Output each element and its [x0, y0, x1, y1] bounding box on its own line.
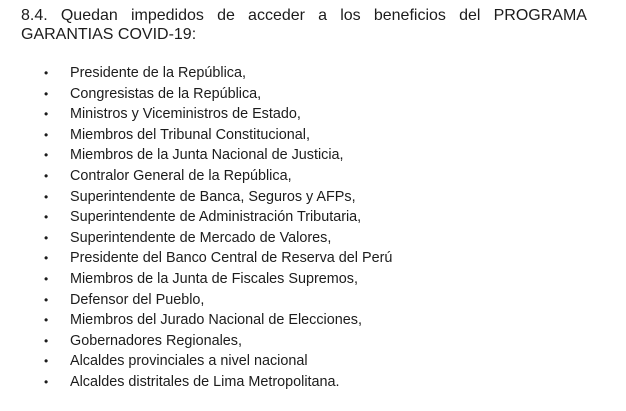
list-item-label: Miembros de la Junta de Fiscales Supremos,	[70, 270, 358, 287]
section-heading-line-1	[21, 6, 587, 25]
heading-word: PROGRAMA	[493, 7, 587, 24]
bullet-icon: •	[44, 333, 49, 348]
heading-word: del	[459, 7, 481, 24]
bullet-icon: •	[44, 292, 49, 307]
section-heading-line-2: GARANTIAS COVID-19:	[21, 26, 197, 43]
section-heading	[21, 6, 587, 44]
heading-word: acceder	[248, 7, 305, 24]
list-item-label: Ministros y Viceministros de Estado,	[70, 106, 301, 123]
heading-word: impedidos	[130, 7, 204, 24]
bullet-icon: •	[44, 189, 49, 204]
bullet-icon: •	[44, 107, 49, 122]
list-item-label: Miembros del Tribunal Constitucional,	[70, 126, 310, 143]
heading-word: Quedan	[60, 7, 118, 24]
list-item-label: Defensor del Pueblo,	[70, 291, 205, 308]
list-item-label: Superintendente de Mercado de Valores,	[70, 229, 332, 246]
list-item-label: Contralor General de la República,	[70, 167, 292, 184]
heading-word: los	[340, 7, 361, 24]
bullet-icon: •	[44, 271, 49, 286]
bullet-icon: •	[44, 313, 49, 328]
list-item-label: Presidente de la República,	[70, 65, 246, 81]
heading-word: a	[318, 7, 328, 24]
bullet-icon: •	[44, 148, 49, 163]
heading-word: de	[217, 7, 235, 24]
heading-word: 8.4.	[21, 7, 48, 24]
list-item-label: Alcaldes distritales de Lima Metropolitana.	[70, 373, 340, 390]
bullet-icon: •	[44, 374, 49, 389]
list-item-label: Presidente del Banco Central de Reserva del Perú	[70, 250, 393, 267]
list-item-label: Superintendente de Administración Tributaria,	[70, 209, 362, 226]
bullet-icon: •	[44, 230, 49, 245]
bullet-icon: •	[44, 354, 49, 369]
bullet-icon: •	[44, 86, 49, 101]
list-item-label: Congresistas de la República,	[70, 85, 262, 102]
bullet-icon: •	[44, 66, 49, 80]
list-item-label: Gobernadores Regionales,	[70, 332, 242, 349]
list-item-label: Superintendente de Banca, Seguros y AFPs,	[70, 188, 356, 205]
list-item-label: Alcaldes provinciales a nivel nacional	[70, 353, 308, 370]
list-item-label: Miembros de la Junta Nacional de Justicia,	[70, 147, 344, 164]
heading-word: beneficios	[373, 7, 446, 24]
list-item-label: Miembros del Jurado Nacional de Elecciones,	[70, 312, 362, 329]
bullet-icon: •	[44, 210, 49, 225]
bullet-icon: •	[44, 251, 49, 266]
bullet-icon: •	[44, 168, 49, 183]
bullet-icon: •	[44, 127, 49, 142]
